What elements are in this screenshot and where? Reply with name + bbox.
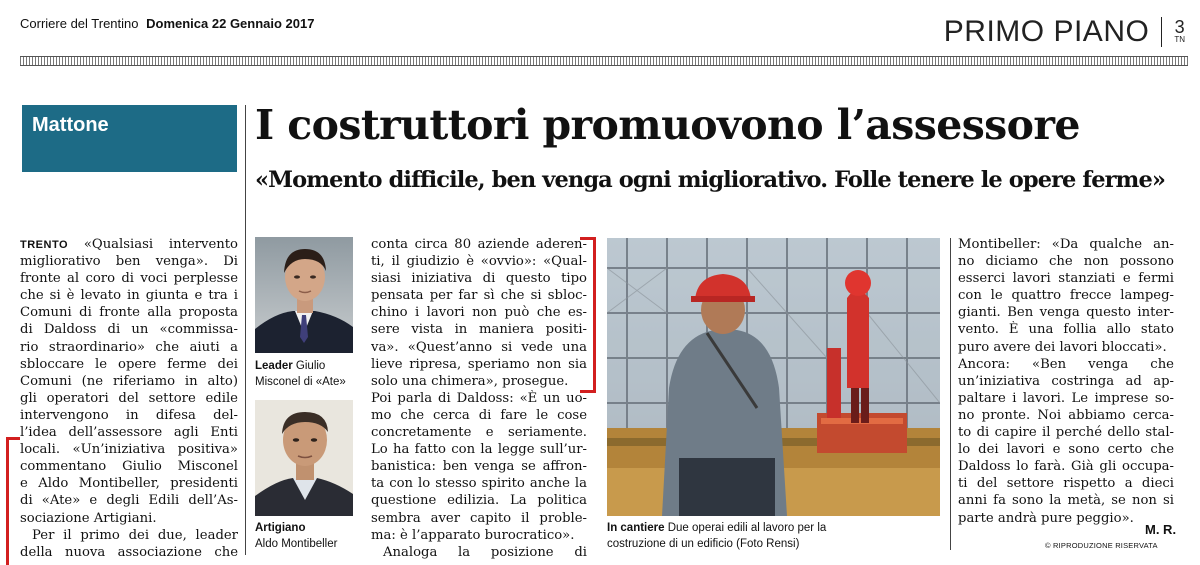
caption-text: Misconel di «Ate» — [255, 376, 346, 388]
text-line: e Aldo Montibeller, presidenti — [20, 476, 238, 492]
text-line: Per il primo dei due, leader — [32, 527, 238, 543]
text-line: Comuni di fronte alla proposta — [20, 305, 238, 321]
highlight-bracket-left — [6, 437, 20, 565]
article-column-1 — [20, 236, 238, 561]
text-line: anni fa sono la metà, se non si — [958, 493, 1174, 509]
column-rule-left — [245, 105, 246, 555]
text-line: Lo ha fatto con la legge sull’ur- — [371, 442, 587, 458]
text-line: esserci lavori stanziati e fermi — [958, 271, 1174, 287]
text-line: mo che cerca di fare le cose — [371, 407, 587, 423]
caption-text: Due operai edili al lavoro per la — [667, 522, 827, 534]
text-line: lo dei lavori e sono certo che — [958, 442, 1174, 458]
text-line: con le quattro frecce lampeg- — [958, 288, 1174, 304]
caption-text: Aldo Montibeller — [255, 538, 338, 550]
page-number — [1174, 19, 1185, 45]
text-line: ti, il giudizio è «ovvio»: «Qual- — [371, 254, 587, 270]
masthead-hatch-divider — [20, 56, 1188, 66]
caption-bold: Leader — [255, 360, 293, 372]
text-line: concretamente e seriamente. — [371, 425, 587, 441]
text-line: vento. È una follia allo stato — [958, 322, 1174, 338]
text-line: puro avere dei lavori bloccati». — [958, 339, 1167, 355]
text-line: di Daldoss di un «commissa- — [20, 322, 238, 338]
text-line: conta circa 80 aziende aderen- — [371, 237, 587, 252]
headline: I costruttori promuovono l’assessore — [255, 101, 1080, 149]
text-line: gli operatori del settore edile — [20, 390, 238, 406]
text-line: intervengono in difesa del- — [20, 407, 238, 423]
portrait-misconel-image — [255, 237, 353, 353]
text-line: paltare i lavori. Le imprese so- — [958, 390, 1174, 406]
text-line: chino i lavori non può che es- — [371, 305, 587, 321]
subheadline: «Momento difficile, ben venga ogni migliorativo. Folle tenere le opere ferme» — [255, 167, 1166, 193]
text-line: banistica: ben venga se affron- — [371, 459, 587, 475]
text-line: sociazione Artigiani. — [20, 510, 157, 526]
section-title: PRIMO PIANO — [943, 15, 1150, 48]
text-line: migliorativo ben venga». Di — [20, 254, 238, 270]
text-line: locali. «Un’iniziativa positiva» — [20, 442, 238, 458]
main-photo-caption — [607, 520, 826, 552]
text-line: questione edilizia. La politica — [371, 493, 587, 509]
text-line: un’iniziativa costringa ad ap- — [958, 373, 1174, 389]
text-line: gianti. Ben venga questo inter- — [958, 305, 1174, 321]
dateline-city: TRENTO — [20, 239, 69, 251]
author-signature: M. R. — [1145, 522, 1177, 537]
text-line: l’idea dell’assessore agli Enti — [20, 425, 238, 441]
caption-bold: In cantiere — [607, 522, 665, 534]
text-line: ti del settore rispetto a dieci — [958, 476, 1174, 492]
masthead — [20, 12, 1185, 52]
newspaper-name: Corriere del Trentino — [20, 16, 139, 31]
text-line: rio straordinario» che aiuti a — [20, 339, 238, 355]
portrait-misconel — [255, 237, 353, 353]
issue-date: Domenica 22 Gennaio 2017 — [146, 16, 315, 31]
text-line: di «Ate» e degli Edili dell’As- — [20, 493, 238, 509]
text-line: Comuni (ne riferiamo in alto) — [20, 373, 238, 389]
text-line: solo una chimera», prosegue. — [371, 373, 569, 389]
text-line: va». «Quest’anno si vede una — [371, 339, 587, 355]
text-line: pensata per far sì che si sbloc- — [371, 288, 587, 304]
construction-site-photo — [607, 238, 940, 516]
text-line: della nuova associazione che — [20, 544, 238, 560]
highlight-bracket-middle — [580, 237, 596, 393]
text-line: Montibeller: «Da qualche an- — [958, 237, 1174, 252]
text-line: lieve ripresa, speriamo non sia — [371, 356, 587, 372]
text-line: ma: è l’apparato burocratico». — [371, 527, 575, 543]
column-rule-right — [950, 238, 951, 550]
copyright-notice: © RIPRODUZIONE RISERVATA — [1045, 541, 1158, 550]
article-column-3 — [958, 236, 1174, 527]
article-column-2 — [371, 236, 587, 561]
text-line: parte andrà pure peggio». — [958, 510, 1134, 526]
text-line: sbloccare le opere ferme dei — [20, 356, 238, 372]
portrait-montibeller-caption — [255, 520, 337, 552]
text-line: to di capire il perché dello stal- — [958, 425, 1174, 441]
caption-bold: Artigiano — [255, 522, 306, 534]
masthead-divider — [1161, 17, 1162, 47]
text-line: sembra aver capito il proble- — [371, 510, 587, 526]
text-line: no pronte. Noi abbiamo cerca- — [958, 407, 1174, 423]
portrait-montibeller — [255, 400, 353, 516]
caption-text: Giulio — [295, 360, 326, 372]
text-line: Analoga la posizione di — [383, 544, 587, 560]
text-line: commentano Giulio Misconel — [20, 459, 238, 475]
masthead-right — [944, 12, 1185, 52]
text-line: siasi iniziativa di questo tipo — [371, 271, 587, 287]
kicker-label: Mattone — [32, 114, 109, 136]
text-line: Poi parla di Daldoss: «È un uo- — [371, 390, 587, 406]
text-line: no diciamo che non possono — [958, 254, 1174, 270]
text-line: fronte al coro di voci perplesse — [20, 271, 238, 287]
construction-site-image — [607, 238, 940, 516]
text-line: «Qualsiasi intervento — [83, 237, 238, 252]
text-line: sere vista in maniera positi- — [371, 322, 587, 338]
masthead-left — [20, 16, 314, 31]
kicker-box — [22, 105, 237, 172]
portrait-misconel-caption — [255, 358, 346, 390]
text-line: che si è levato in giunta e tra i — [20, 288, 238, 304]
text-line: Daldoss lo farà. Già gli occupa- — [958, 459, 1174, 475]
page-edition: TN — [1174, 35, 1185, 44]
caption-text: costruzione di un edificio (Foto Rensi) — [607, 538, 800, 550]
text-line: Ancora: «Ben venga che — [958, 356, 1174, 372]
portrait-montibeller-image — [255, 400, 353, 516]
text-line: ta con lo stesso spirito anche la — [371, 476, 587, 492]
page-number-value: 3 — [1174, 17, 1185, 37]
